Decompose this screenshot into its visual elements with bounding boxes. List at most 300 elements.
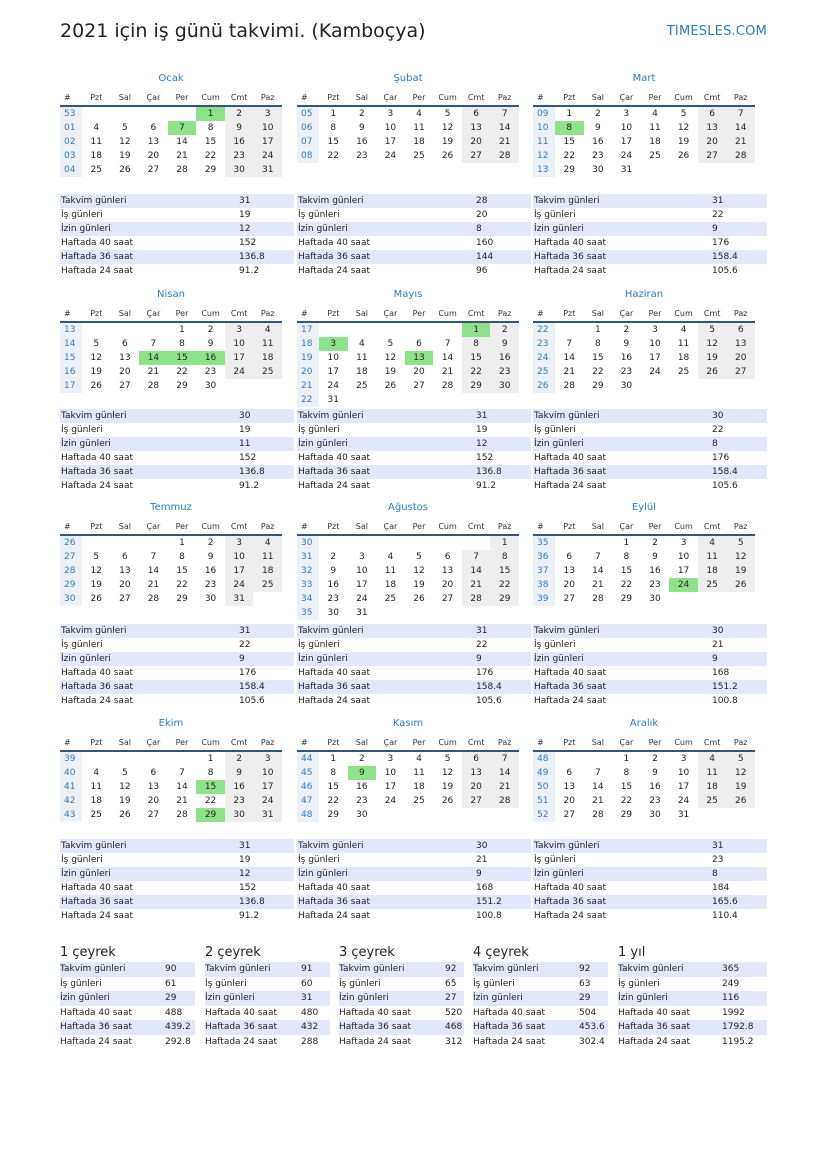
stats-row	[297, 867, 531, 881]
day-cell: 23	[649, 580, 661, 590]
stats-row	[297, 666, 531, 680]
empty-day-cell	[139, 323, 168, 337]
day-cell: 5	[416, 552, 422, 562]
week-number: 40	[60, 766, 82, 780]
day-cell: 23	[620, 367, 633, 377]
week-number: 39	[60, 752, 82, 766]
month-calendar	[60, 716, 282, 822]
week-number: 53	[60, 107, 82, 121]
day-cell: 24	[677, 796, 690, 806]
day-cell: 10	[620, 123, 633, 133]
month-name: Mayıs	[393, 289, 423, 300]
day-cell: 16	[649, 566, 661, 576]
day-cell: 7	[594, 552, 601, 562]
day-cell: 11	[698, 550, 727, 564]
quarter-value: 292.8	[165, 1036, 191, 1047]
stats-row	[297, 409, 531, 423]
day-cell: 8	[207, 768, 214, 778]
quarter-row	[618, 991, 767, 1006]
week-number: 06	[297, 121, 319, 135]
weekday-header: Pzt	[82, 307, 111, 323]
day-cell: 20	[563, 796, 575, 806]
stats-label: Takvim günleri	[534, 411, 600, 421]
stats-value: 22	[476, 640, 488, 650]
quarter-label: Takvim günleri	[60, 964, 126, 974]
stats-value: 176	[712, 453, 730, 463]
stats-row	[533, 867, 767, 881]
stats-label: Haftada 24 saat	[61, 266, 133, 276]
stats-value: 8	[712, 439, 718, 449]
stats-value: 30	[712, 626, 724, 636]
day-cell: 9	[225, 766, 254, 780]
day-cell: 26	[677, 151, 690, 161]
day-cell: 24	[225, 578, 254, 592]
day-cell: 16	[225, 780, 254, 794]
quarter-row	[618, 1020, 767, 1035]
day-cell: 10	[253, 121, 282, 135]
day-cell: 9	[207, 339, 214, 349]
weekday-header: Cmt	[698, 307, 727, 323]
empty-day-cell	[462, 536, 491, 550]
weekday-header: Pzt	[319, 307, 348, 323]
day-cell: 16	[327, 580, 339, 590]
day-cell: 25	[90, 165, 102, 175]
day-cell: 8	[555, 121, 584, 135]
stats-value: 151.2	[476, 897, 502, 907]
day-cell: 26	[90, 381, 102, 391]
stats-label: Takvim günleri	[534, 626, 600, 636]
day-cell: 2	[594, 109, 601, 119]
day-cell: 18	[253, 351, 282, 365]
weekday-header: Paz	[253, 91, 282, 107]
stats-value: 105.6	[239, 696, 265, 706]
stats-row	[60, 881, 294, 895]
day-cell: 26	[384, 381, 397, 391]
weekday-header: Çar	[612, 307, 641, 323]
week-number: 39	[533, 592, 555, 606]
day-cell: 7	[726, 107, 755, 121]
week-number: 31	[297, 550, 319, 564]
quarter-label: Takvim günleri	[339, 964, 405, 974]
day-cell: 11	[677, 339, 690, 349]
day-cell: 19	[384, 367, 397, 377]
empty-day-cell	[669, 379, 698, 393]
week-number: 48	[297, 808, 319, 822]
week-number: 49	[533, 766, 555, 780]
weekday-header: Pzt	[319, 91, 348, 107]
day-cell: 15	[563, 137, 575, 147]
day-cell: 13	[119, 353, 131, 363]
week-number: 35	[297, 606, 319, 620]
month-grid	[60, 736, 282, 822]
stats-label: İş günleri	[61, 640, 103, 650]
empty-day-cell	[319, 323, 348, 337]
week-number: 23	[533, 337, 555, 351]
day-cell: 4	[93, 123, 100, 133]
day-cell: 24	[384, 796, 397, 806]
empty-day-cell	[490, 393, 519, 407]
stats-value: 158.4	[712, 252, 738, 262]
day-cell: 29	[462, 379, 491, 393]
stats-value: 158.4	[712, 467, 738, 477]
day-cell: 13	[119, 566, 131, 576]
stats-label: İş günleri	[61, 425, 103, 435]
stats-value: 12	[239, 224, 251, 234]
day-cell: 17	[677, 566, 690, 576]
week-number-header: #	[297, 736, 319, 752]
day-cell: 28	[176, 165, 188, 175]
stats-value: 20	[476, 210, 488, 220]
day-cell: 28	[592, 594, 604, 604]
day-cell: 10	[384, 768, 397, 778]
weekday-header: Paz	[253, 520, 282, 536]
quarter-row	[473, 1035, 608, 1050]
stats-label: Haftada 40 saat	[534, 668, 606, 678]
day-cell: 14	[726, 121, 755, 135]
empty-day-cell	[376, 393, 405, 407]
empty-day-cell	[726, 592, 755, 606]
quarter-label: İş günleri	[618, 978, 660, 989]
quarter-row	[60, 977, 195, 992]
weekday-header: Cum	[433, 520, 462, 536]
empty-day-cell	[555, 536, 584, 550]
quarter-row	[205, 962, 330, 977]
weekday-header: Cum	[669, 736, 698, 752]
day-cell: 1	[594, 325, 601, 335]
day-cell: 17	[356, 580, 368, 590]
empty-day-cell	[348, 393, 377, 407]
weekday-header: Sal	[584, 307, 613, 323]
quarter-value: 91	[301, 964, 313, 974]
stats-value: 168	[712, 668, 730, 678]
weekday-header: Cmt	[698, 520, 727, 536]
day-cell: 15	[462, 351, 491, 365]
day-cell: 14	[490, 121, 519, 135]
stats-label: İş günleri	[534, 425, 576, 435]
week-number: 26	[60, 536, 82, 550]
quarter-label: Haftada 24 saat	[473, 1036, 545, 1047]
weekday-header: Cmt	[462, 307, 491, 323]
day-cell: 30	[649, 594, 661, 604]
day-cell: 10	[225, 550, 254, 564]
day-cell: 13	[698, 121, 727, 135]
empty-day-cell	[641, 379, 670, 393]
week-number-header: #	[60, 520, 82, 536]
day-cell: 30	[649, 810, 661, 820]
day-cell: 19	[441, 137, 454, 147]
weekday-header: Cmt	[462, 91, 491, 107]
weekday-header: Pzt	[319, 520, 348, 536]
stats-label: Haftada 40 saat	[61, 668, 133, 678]
day-cell: 29	[490, 592, 519, 606]
day-cell: 2	[225, 752, 254, 766]
stats-value: 19	[476, 425, 488, 435]
empty-day-cell	[253, 592, 282, 606]
stats-row	[60, 680, 294, 694]
stats-value: 22	[712, 425, 724, 435]
stats-label: İzin günleri	[298, 224, 348, 234]
day-cell: 10	[384, 123, 397, 133]
weekday-header: Per	[168, 307, 197, 323]
week-number: 50	[533, 780, 555, 794]
day-cell: 18	[253, 564, 282, 578]
day-cell: 21	[176, 796, 188, 806]
day-cell: 5	[444, 109, 451, 119]
day-cell: 19	[90, 580, 102, 590]
day-cell: 28	[490, 794, 519, 808]
day-cell: 4	[387, 552, 394, 562]
month-name: Ağustos	[388, 502, 428, 513]
quarter-label: İzin günleri	[618, 993, 668, 1003]
day-cell: 2	[623, 325, 630, 335]
quarter-value: 480	[301, 1007, 319, 1018]
weekday-header: Cum	[669, 307, 698, 323]
day-cell: 9	[358, 123, 365, 133]
stats-label: Haftada 24 saat	[298, 266, 370, 276]
quarter-row	[339, 1006, 464, 1021]
day-cell: 18	[90, 796, 102, 806]
day-cell: 1	[330, 754, 337, 764]
day-cell: 18	[677, 353, 690, 363]
day-cell: 9	[652, 552, 658, 562]
brand-link[interactable]: TIMESLES.COM	[666, 24, 767, 39]
empty-day-cell	[462, 606, 491, 620]
week-number-header: #	[533, 307, 555, 323]
stats-label: Haftada 24 saat	[298, 481, 370, 491]
day-cell: 26	[119, 165, 131, 175]
day-cell: 24	[253, 794, 282, 808]
quarter-rows	[618, 962, 767, 1049]
month-grid	[60, 520, 282, 606]
day-cell: 2	[490, 323, 519, 337]
day-cell: 20	[147, 796, 160, 806]
month-calendar	[533, 287, 755, 393]
day-cell: 19	[90, 367, 102, 377]
day-cell: 25	[677, 367, 690, 377]
day-cell: 11	[90, 782, 102, 792]
day-cell: 30	[327, 608, 339, 618]
weekday-header: Cum	[196, 520, 225, 536]
weekday-header: Sal	[348, 91, 377, 107]
week-number: 27	[60, 550, 82, 564]
day-cell: 7	[462, 550, 491, 564]
stats-value: 105.6	[476, 696, 502, 706]
day-cell: 12	[90, 566, 102, 576]
day-cell: 5	[121, 768, 128, 778]
day-cell: 1	[179, 325, 185, 335]
day-cell: 13	[405, 351, 434, 365]
day-cell: 19	[413, 580, 425, 590]
quarter-summary	[60, 944, 195, 1049]
empty-day-cell	[405, 323, 434, 337]
quarter-value: 90	[165, 964, 177, 974]
day-cell: 25	[253, 578, 282, 592]
quarter-label: Haftada 24 saat	[618, 1036, 690, 1047]
day-cell: 12	[677, 123, 690, 133]
day-cell: 16	[225, 135, 254, 149]
day-cell: 13	[147, 137, 160, 147]
quarter-summary	[205, 944, 330, 1049]
quarter-value: 504	[579, 1007, 597, 1018]
weekday-header: Cum	[196, 91, 225, 107]
day-cell: 2	[207, 538, 214, 548]
day-cell: 26	[726, 794, 755, 808]
quarter-row	[60, 962, 195, 977]
day-cell: 4	[416, 109, 422, 119]
quarter-row	[618, 977, 767, 992]
stats-row	[533, 680, 767, 694]
quarter-summary	[339, 944, 464, 1049]
stats-row	[533, 839, 767, 853]
quarter-value: 453.6	[579, 1022, 605, 1032]
stats-label: İzin günleri	[61, 224, 111, 234]
stats-row	[297, 895, 531, 909]
quarter-rows	[339, 962, 464, 1049]
day-cell: 26	[698, 365, 727, 379]
weekday-header: Per	[168, 520, 197, 536]
day-cell: 25	[649, 151, 661, 161]
day-cell: 14	[139, 351, 168, 365]
stats-label: Haftada 40 saat	[298, 883, 370, 893]
month-calendar	[297, 716, 519, 822]
empty-day-cell	[698, 808, 727, 822]
empty-day-cell	[726, 379, 755, 393]
weekday-header: Per	[641, 520, 670, 536]
day-cell: 15	[620, 782, 633, 792]
empty-day-cell	[348, 536, 377, 550]
weekday-header: Cmt	[225, 736, 254, 752]
quarter-value: 365	[722, 964, 740, 974]
day-cell: 22	[620, 796, 633, 806]
day-cell: 6	[444, 552, 451, 562]
day-cell: 5	[444, 754, 451, 764]
weekday-header: Cmt	[698, 736, 727, 752]
day-cell: 3	[623, 109, 630, 119]
day-cell: 19	[441, 782, 454, 792]
stats-label: Haftada 40 saat	[61, 453, 133, 463]
empty-day-cell	[584, 536, 613, 550]
stats-label: Haftada 36 saat	[61, 252, 133, 262]
week-number: 02	[60, 135, 82, 149]
stats-row	[60, 194, 294, 208]
week-number: 42	[60, 794, 82, 808]
week-number: 22	[297, 393, 319, 407]
day-cell: 17	[253, 780, 282, 794]
week-number: 41	[60, 780, 82, 794]
stats-value: 19	[239, 425, 251, 435]
day-cell: 28	[147, 381, 160, 391]
weekday-header: Paz	[726, 307, 755, 323]
quarter-value: 1195.2	[722, 1036, 754, 1047]
stats-value: 30	[239, 411, 251, 421]
day-cell: 13	[441, 566, 454, 576]
stats-row	[60, 853, 294, 867]
empty-day-cell	[462, 393, 491, 407]
day-cell: 28	[441, 381, 454, 391]
empty-day-cell	[376, 808, 405, 822]
month-name: Haziran	[624, 289, 664, 300]
day-cell: 24	[327, 381, 339, 391]
day-cell: 20	[147, 151, 160, 161]
quarter-value: 27	[445, 993, 457, 1003]
quarter-row	[339, 1020, 464, 1035]
stats-value: 12	[239, 869, 251, 879]
weekday-header: Cum	[433, 307, 462, 323]
quarter-row	[60, 1020, 195, 1035]
day-cell: 14	[592, 566, 604, 576]
day-cell: 6	[566, 552, 573, 562]
quarter-value: 29	[579, 993, 591, 1003]
week-number: 52	[533, 808, 555, 822]
day-cell: 6	[150, 123, 157, 133]
stats-value: 176	[476, 668, 494, 678]
empty-day-cell	[82, 107, 111, 121]
day-cell: 16	[649, 782, 661, 792]
quarter-row	[473, 962, 608, 977]
day-cell: 7	[490, 752, 519, 766]
day-cell: 29	[327, 810, 339, 820]
week-number-header: #	[297, 520, 319, 536]
day-cell: 12	[90, 353, 102, 363]
day-cell: 27	[119, 381, 131, 391]
stats-row	[297, 881, 531, 895]
day-cell: 15	[620, 566, 633, 576]
empty-day-cell	[433, 393, 462, 407]
day-cell: 2	[225, 107, 254, 121]
month-stats-table	[297, 624, 531, 708]
weekday-header: Per	[405, 307, 434, 323]
quarter-label: İzin günleri	[339, 993, 389, 1003]
day-cell: 21	[147, 580, 160, 590]
month-calendar	[297, 287, 519, 407]
stats-value: 31	[476, 411, 488, 421]
day-cell: 22	[462, 365, 491, 379]
week-number: 17	[297, 323, 319, 337]
month-stats-table	[60, 194, 294, 278]
stats-row	[297, 839, 531, 853]
week-number: 08	[297, 149, 319, 163]
stats-label: Haftada 24 saat	[534, 696, 606, 706]
quarter-row	[205, 977, 330, 992]
day-cell: 21	[147, 367, 160, 377]
day-cell: 8	[179, 339, 185, 349]
quarter-row	[339, 962, 464, 977]
day-cell: 5	[726, 536, 755, 550]
stats-row	[60, 909, 294, 923]
month-stats-table	[533, 409, 767, 493]
weekday-header: Çar	[139, 91, 168, 107]
stats-row	[60, 666, 294, 680]
day-cell: 15	[592, 353, 604, 363]
empty-day-cell	[433, 808, 462, 822]
quarter-value: 60	[301, 978, 313, 989]
weekday-header: Sal	[111, 520, 140, 536]
day-cell: 15	[327, 137, 339, 147]
empty-day-cell	[82, 752, 111, 766]
quarter-row	[473, 977, 608, 992]
day-cell: 28	[592, 810, 604, 820]
stats-row	[60, 236, 294, 250]
month-name: Kasım	[392, 718, 424, 729]
day-cell: 26	[119, 810, 131, 820]
day-cell: 23	[592, 151, 604, 161]
week-number: 22	[533, 323, 555, 337]
quarter-label: Haftada 40 saat	[618, 1007, 690, 1018]
week-number: 07	[297, 135, 319, 149]
quarter-row	[339, 977, 464, 992]
month-calendar	[60, 71, 282, 177]
quarter-rows	[205, 962, 330, 1049]
